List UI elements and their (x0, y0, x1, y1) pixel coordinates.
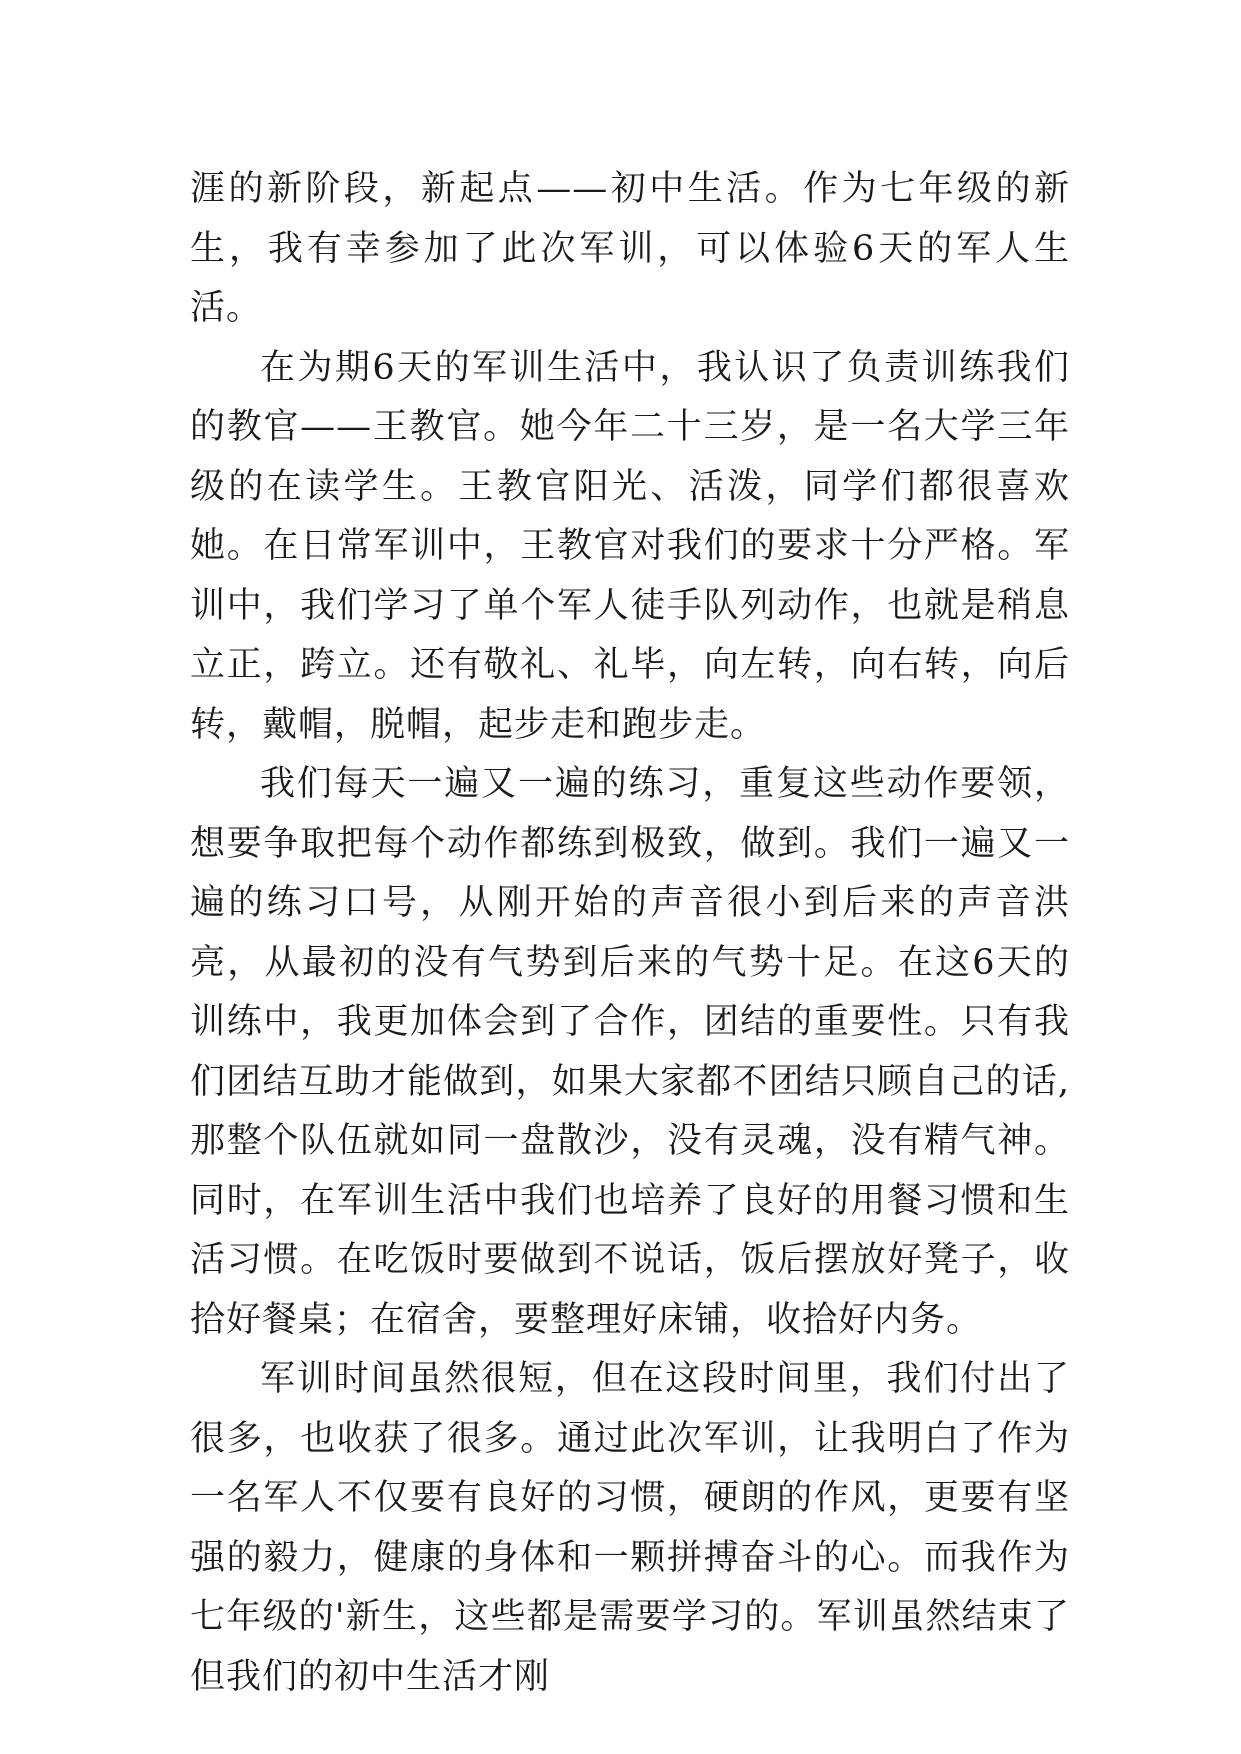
paragraph-2: 在为期6天的军训生活中，我认识了负责训练我们的教官——王教官。她今年二十三岁，是一名大学三年级的在读学生。王教官阳光、活泼，同学们都很喜欢她。在日常军训中，王教官对我们的要求十分严格。军训中，我们学习了单个军人徒手队列动作，也就是稍息立正，跨立。还有敬礼、礼毕，向左转，向右转，向后转，戴帽，脱帽，起步走和跑步走。 (190, 347, 1070, 745)
paragraph-1: 涯的新阶段，新起点——初中生活。作为七年级的新生，我有幸参加了此次军训，可以体验6天的军人生活。 (190, 169, 1070, 328)
document-body (190, 160, 1070, 1707)
paragraph-4: 军训时间虽然很短，但在这段时间里，我们付出了很多，也收获了很多。通过此次军训，让我明白了作为一名军人不仅要有良好的习惯，硬朗的作风，更要有坚强的毅力，健康的身体和一颗拼搏奋斗的心。而我作为七年级的'新生，这些都是需要学习的。军训虽然结束了但我们的初中生活才刚 (190, 1359, 1070, 1697)
paragraph-3: 我们每天一遍又一遍的练习，重复这些动作要领，想要争取把每个动作都练到极致，做到。我们一遍又一遍的练习口号，从刚开始的声音很小到后来的声音洪亮，从最初的没有气势到后来的气势十足。在这6天的训练中，我更加体会到了合作，团结的重要性。只有我们团结互助才能做到，如果大家都不团结只顾自己的话,那整个队伍就如同一盘散沙，没有灵魂，没有精气神。同时，在军训生活中我们也培养了良好的用餐习惯和生活习惯。在吃饭时要做到不说话，饭后摆放好凳子，收拾好餐桌；在宿舍，要整理好床铺，收拾好内务。 (190, 764, 1070, 1340)
